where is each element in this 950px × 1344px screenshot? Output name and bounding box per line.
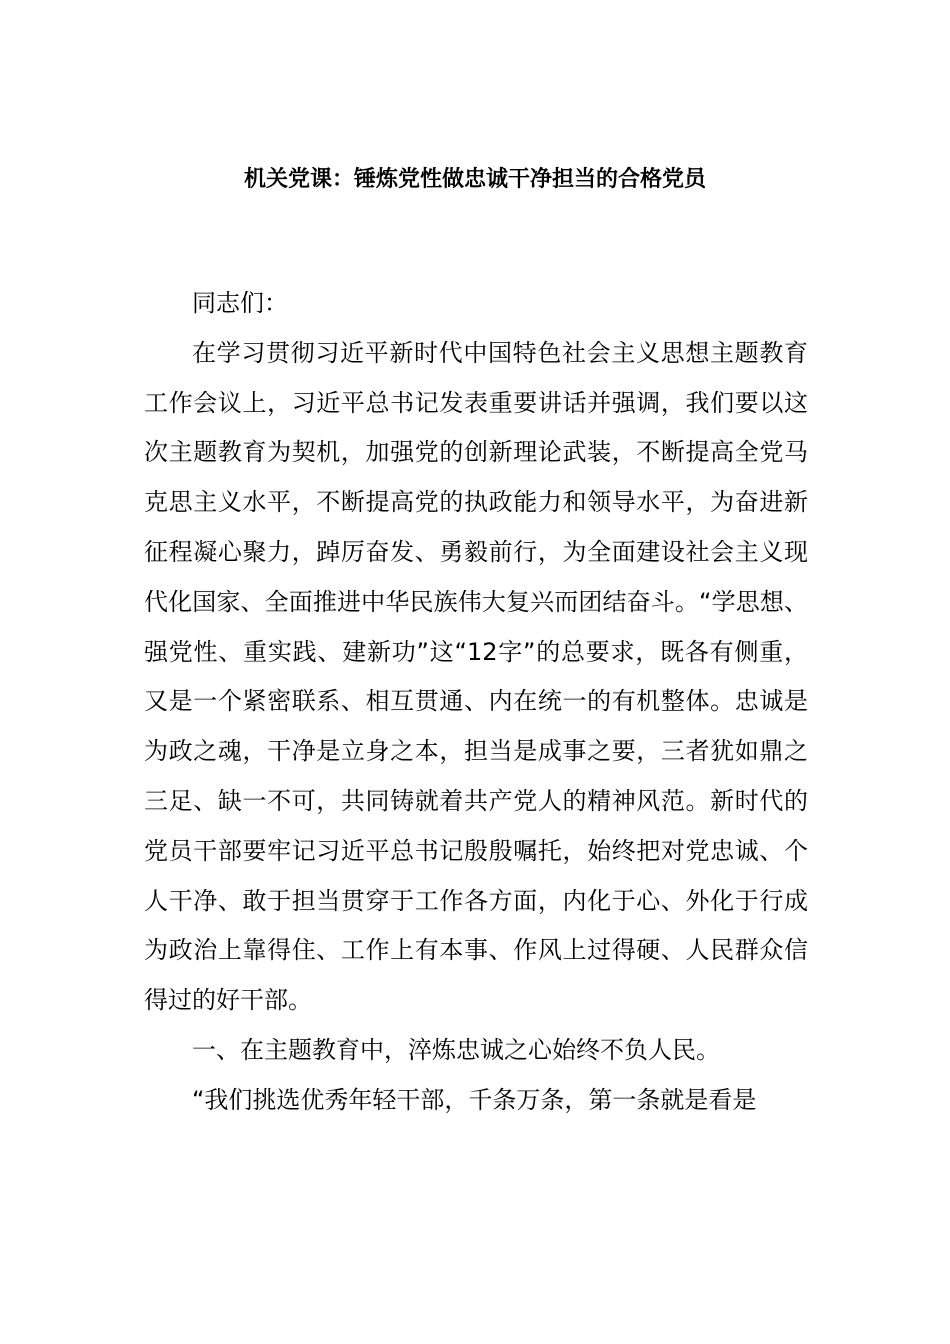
section-heading: 一、在主题教育中，淬炼忠诚之心始终不负人民。 (192, 1035, 720, 1064)
greeting-paragraph: 同志们： (192, 289, 288, 317)
document-title: 机关党课：锤炼党性做忠诚干净担当的合格党员 (243, 167, 706, 192)
body-paragraph: “我们挑选优秀年轻干部，千条万条，第一条就是看是 (192, 1085, 757, 1114)
document-body (144, 279, 808, 1126)
body-paragraph: 在学习贯彻习近平新时代中国特色社会主义思想主题教育工作会议上，习近平总书记发表重要讲话并强调，我们要以这次主题教育为契机，加强党的创新理论武装，不断提高全党马克思主义水平，不断提高党的执政能力和领导水平，为奋进新征程凝心聚力，踔厉奋发、勇毅前行，为全面建设社会主义现代化国家、全面推进中华民族伟大复兴而团结奋斗。“学思想、强党性、重实践、建新功”这“12字”的总要求，既各有侧重，又是一个紧密联系、相互贯通、内在统一的有机整体。忠诚是为政之魂，干净是立身之本，担当是成事之要，三者犹如鼎之三足、缺一不可，共同铸就着共产党人的精神风范。新时代的党员干部要牢记习近平总书记殷殷嘱托，始终把对党忠诚、个人干净、敢于担当贯穿于工作各方面，内化于心、外化于行成为政治上靠得住、工作上有本事、作风上过得硬、人民群众信得过的好干部。 (144, 338, 808, 1015)
